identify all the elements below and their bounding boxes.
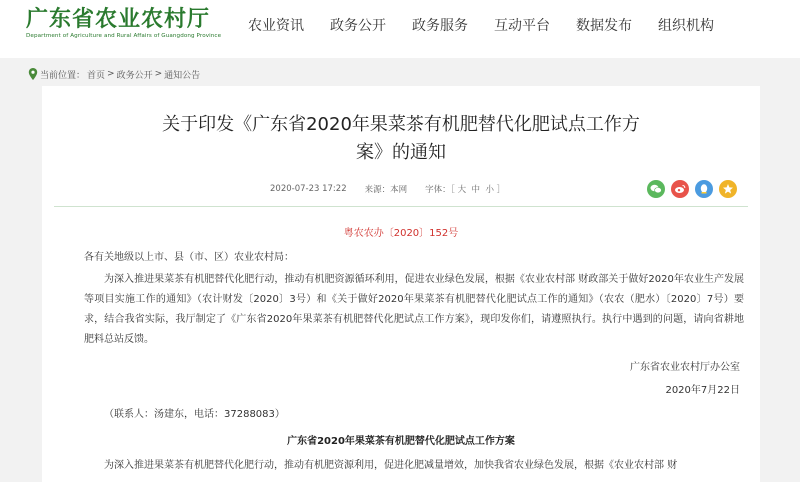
font-label: 字体：［: [425, 185, 455, 195]
title-line-2: 案》的通知: [356, 142, 446, 163]
publish-date: 2020-07-23 17:22: [270, 184, 347, 194]
font-size-control: [425, 183, 505, 195]
font-label-end: ］: [496, 185, 506, 195]
nav-data-release[interactable]: 数据发布: [576, 18, 632, 34]
site-header: [0, 0, 800, 58]
logo-title: 广东省农业农村厅: [26, 6, 211, 32]
article-title: [42, 111, 760, 167]
nav-organization[interactable]: 组织机构: [658, 18, 714, 34]
nav-gov-services[interactable]: 政务服务: [412, 18, 468, 34]
attachment-title: 广东省2020年果菜茶有机肥替代化肥试点工作方案: [287, 436, 515, 447]
wechat-icon[interactable]: [647, 180, 665, 198]
qzone-icon[interactable]: [695, 180, 713, 198]
breadcrumb-prefix: 当前位置：: [40, 70, 86, 81]
article-source: 来源：本网: [364, 185, 408, 195]
attachment-paragraph: 为深入推进果菜茶有机肥替代化肥行动，推动有机肥资源利用，促进化肥减量增效，加快我省农业绿色发展，根据《农业农村部 财: [104, 460, 678, 471]
addressee: 各有关地级以上市、县（市、区）农业农村局：: [84, 252, 294, 263]
font-medium-button[interactable]: 中: [471, 185, 481, 195]
article-meta: [270, 183, 505, 195]
font-small-button[interactable]: 小: [485, 185, 494, 195]
share-buttons: [647, 180, 737, 198]
title-divider: [54, 206, 748, 207]
font-large-button[interactable]: 大: [457, 185, 467, 195]
signing-date: 2020年7月22日: [665, 385, 740, 396]
breadcrumb: [28, 67, 202, 81]
breadcrumb-home[interactable]: 首页: [87, 70, 106, 81]
nav-interaction[interactable]: 互动平台: [494, 18, 550, 34]
breadcrumb-separator: >: [107, 69, 115, 79]
breadcrumb-notices[interactable]: 通知公告: [164, 70, 201, 81]
nav-agri-news[interactable]: 农业资讯: [248, 18, 304, 34]
breadcrumb-separator: >: [154, 69, 163, 79]
body-paragraph: 为深入推进果菜茶有机肥替代化肥行动，推动有机肥资源循环利用，促进农业绿色发展，根据《农业农村部 财政部关于做好2020年农业生产发展等项目实施工作的通知》（农计财发〔2020〕3号）和《关于做好2020年果菜茶有机肥替代化肥试点工作的通知》（农农（肥水）〔2020〕7号）要求，结合我省实际，我厅制定了《广东省2020年果菜茶有机肥替代化肥试点工作方案》，现印发你们，请遵照执行。执行中遇到的问题，请向省耕地肥料总站反馈。: [84, 274, 744, 345]
contact-info: （联系人：汤建东，电话：37288083）: [104, 409, 285, 420]
title-line-1: 关于印发《广东省2020年果菜茶有机肥替代化肥试点工作方: [162, 114, 640, 135]
location-icon: [28, 68, 38, 80]
favorite-icon[interactable]: [719, 180, 737, 198]
document-number: 粤农农办〔2020〕152号: [343, 228, 459, 239]
main-nav: [248, 0, 740, 50]
site-logo[interactable]: [26, 6, 236, 48]
nav-gov-affairs[interactable]: 政务公开: [330, 18, 386, 34]
breadcrumb-gov-affairs[interactable]: 政务公开: [116, 70, 153, 81]
signing-office: 广东省农业农村厅办公室: [630, 362, 740, 373]
logo-subtitle: Department of Agriculture and Rural Affairs of Guangdong Province: [26, 33, 222, 39]
weibo-icon[interactable]: [671, 180, 689, 198]
